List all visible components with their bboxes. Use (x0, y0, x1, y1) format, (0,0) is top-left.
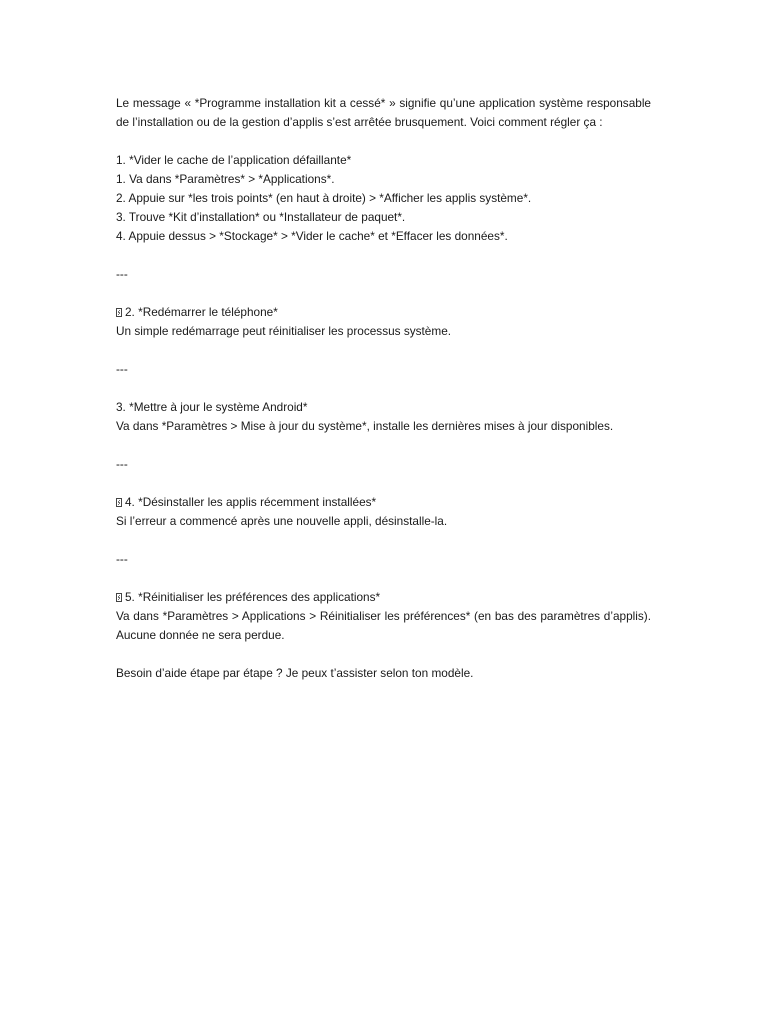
section2-body: Un simple redémarrage peut réinitialiser les processus système. (116, 324, 452, 338)
separator: --- (116, 552, 128, 566)
section2-heading: 2. *Redémarrer le téléphone* (125, 305, 278, 319)
spacer (116, 531, 651, 550)
section4-heading-line (116, 493, 651, 512)
spacer (116, 379, 651, 398)
section2-heading-line (116, 303, 651, 322)
section3-body: Va dans *Paramètres > Mise à jour du système*, installe les dernières mises à jour disponibles. (116, 419, 614, 433)
spacer (116, 341, 651, 360)
spacer (116, 569, 651, 588)
section1-step: 2. Appuie sur *les trois points* (en haut à droite) > *Afficher les applis système*. (116, 191, 532, 205)
separator: --- (116, 362, 128, 376)
spacer (116, 132, 651, 151)
separator: --- (116, 267, 128, 281)
spacer (116, 284, 651, 303)
spacer (116, 645, 651, 664)
section1-step: 3. Trouve *Kit d’installation* ou *Installateur de paquet*. (116, 210, 406, 224)
document-page (116, 94, 651, 683)
spacer (116, 436, 651, 455)
separator: --- (116, 457, 128, 471)
section5-body: Va dans *Paramètres > Applications > Réinitialiser les préférences* (en bas des paramètres d’applis). Aucune donnée ne sera perdue. (116, 609, 651, 642)
section1-step: 4. Appuie dessus > *Stockage* > *Vider le cache* et *Effacer les données*. (116, 229, 508, 243)
section4-heading: 4. *Désinstaller les applis récemment installées* (125, 495, 377, 509)
section1-heading: 1. *Vider le cache de l’application défaillante* (116, 153, 352, 167)
emoji-icon (116, 308, 122, 317)
section5-heading-line (116, 588, 651, 607)
section5-heading: 5. *Réinitialiser les préférences des applications* (125, 590, 381, 604)
spacer (116, 246, 651, 265)
intro-paragraph: Le message « *Programme installation kit a cessé* » signifie qu’une application système responsable de l’installation ou de la gestion d’applis s’est arrêtée brusquement. Voici comment régler ça : (116, 96, 651, 129)
section1-step: 1. Va dans *Paramètres* > *Applications*. (116, 172, 335, 186)
closing-line: Besoin d’aide étape par étape ? Je peux t’assister selon ton modèle. (116, 666, 474, 680)
section4-body: Si l’erreur a commencé après une nouvelle appli, désinstalle-la. (116, 514, 448, 528)
spacer (116, 474, 651, 493)
emoji-icon (116, 498, 122, 507)
emoji-icon (116, 593, 122, 602)
section3-heading: 3. *Mettre à jour le système Android* (116, 400, 308, 414)
